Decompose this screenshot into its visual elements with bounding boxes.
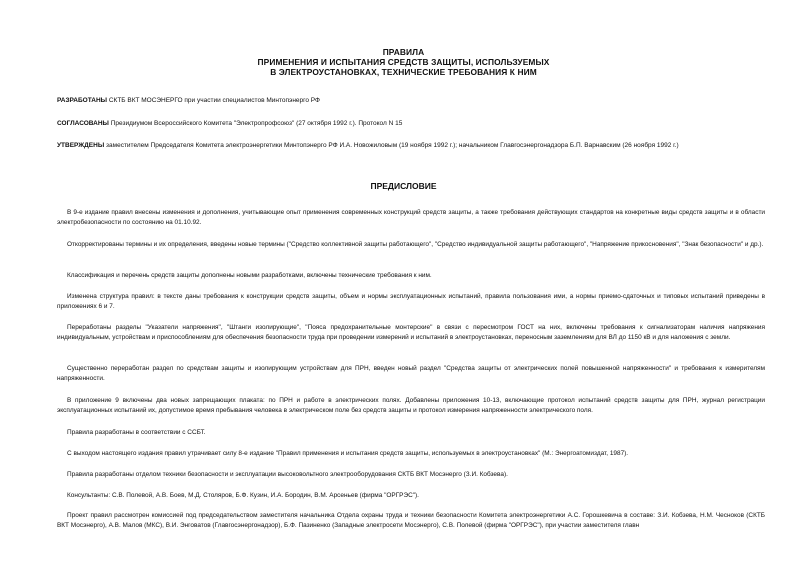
title-line-1: ПРАВИЛА (382, 47, 425, 57)
title-line-2: ПРИМЕНЕНИЯ И ИСПЫТАНИЯ СРЕДСТВ ЗАЩИТЫ, ИСПОЛЬЗУЕМЫХ (257, 57, 550, 68)
approved-label: УТВЕРЖДЕНЫ (57, 142, 105, 149)
paragraph: Существенно переработан раздел по средствам защиты и изолирующим устройствам для ПРН, введен новый раздел "Средства защиты от электрических полей повышенной напряженности" и требования к измерителям напряженности. (57, 365, 765, 383)
paragraph: В приложение 9 включены два новых запрещающих плаката: по ПРН и работе в электрических полях. Добавлены приложения 10-13, включающие протокол испытаний средств защиты для ПРН, журнал регистрации эксплуатационных испытаний их, допустимое время пребывания человека в электрическом поле без средств защиты и протокол измерения напряженности электрического поля. (57, 397, 765, 415)
agreed-text: Президиумом Всероссийского Комитета "Электропрофсоюз" (27 октября 1992 г.). Протокол N 15 (108, 120, 403, 127)
paragraph: Правила разработаны отделом техники безопасности и эксплуатации высоковольтного электрооборудования СКТБ ВКТ Мосэнерго (З.И. Кобзева). (67, 471, 508, 478)
paragraph: В 9-е издание правил внесены изменения и дополнения, учитывающие опыт применения современных конструкций средств защиты, а также требования действующих стандартов на конкретные виды средств защиты и в области электробезопасности по состоянию на 01.10.92. (57, 209, 765, 227)
developed-by (57, 97, 777, 106)
agreed-by (57, 120, 777, 129)
paragraph: Откорректированы термины и их определения, введены новые термины ("Средство коллективной защиты работающего", "Средство индивидуальной защиты работающего", "Напряжение прикосновения", "Знак безопасности" и др.). (67, 241, 764, 248)
paragraph: Консультанты: С.В. Полевой, А.В. Боев, М.Д. Столяров, Б.Ф. Кузин, И.А. Бородин, В.М. Арсеньев (фирма "ОРГРЭС"). (67, 492, 419, 499)
paragraph: Изменена структура правил: в тексте даны требования к конструкции средств защиты, объем и нормы эксплуатационных испытаний, правила пользования ими, а нормы приемо-сдаточных и типовых испытаний приведены в приложениях 6 и 7. (57, 293, 765, 311)
document-title (0, 47, 807, 78)
developed-text: СКТБ ВКТ МОСЭНЕРГО при участии специалистов Минтопэнерго РФ (107, 97, 320, 104)
developed-label: РАЗРАБОТАНЫ (57, 97, 108, 104)
paragraph: Переработаны разделы "Указатели напряжения", "Штанги изолирующие", "Пояса предохранительные монтерские" в связи с пересмотром ГОСТ на них, включены требования к сигнализаторам наличия напряжения индивидуальным, устройствам и приспособлениям для обеспечения безопасности труда при проведении измерений и испытаний в электроустановках, переносным заземлениям для ВЛ до 1150 кВ и для наложения с земли. (57, 324, 765, 342)
approved-text: заместителем Председателя Комитета электроэнергетики Минтопэнерго РФ И.А. Новожиловым (19 ноября 1992 г.); начальником Главгосэнергонадзора Б.П. Варнавским (26 ноября 1992 г.) (104, 142, 679, 149)
paragraph: Правила разработаны в соответствии с ССБТ. (67, 429, 206, 436)
approved-by (57, 142, 777, 151)
title-line-3: В ЭЛЕКТРОУСТАНОВКАХ, ТЕХНИЧЕСКИЕ ТРЕБОВАНИЯ К НИМ (270, 67, 537, 78)
paragraph: С выходом настоящего издания правил утрачивает силу 8-е издание "Правил применения и испытания средств защиты, используемых в электроустановках" (М.: Энергоатомиздат, 1987). (67, 450, 629, 457)
agreed-label: СОГЛАСОВАНЫ (57, 120, 109, 127)
preface-heading: ПРЕДИСЛОВИЕ (370, 181, 437, 191)
paragraph: Проект правил рассмотрен комиссией под председательством заместителя начальника Отдела охраны труда и техники безопасности Комитета электроэнергетики А.С. Горошкевича в составе: З.И. Кобзева, Н.М. Чесноков (СКТБ ВКТ Мосэнерго), А.В. Малов (МКС), В.И. Энговатов (Главгосэнергонадзор), Б.Ф. Пазиненко (Западные электросети Мосэнерго), С.В. Полевой (фирма "ОРГРЭС"), при участии заместителя главн (57, 512, 765, 530)
paragraph: Классификация и перечень средств защиты дополнены новыми разработками, включены технические требования к ним. (67, 272, 432, 279)
